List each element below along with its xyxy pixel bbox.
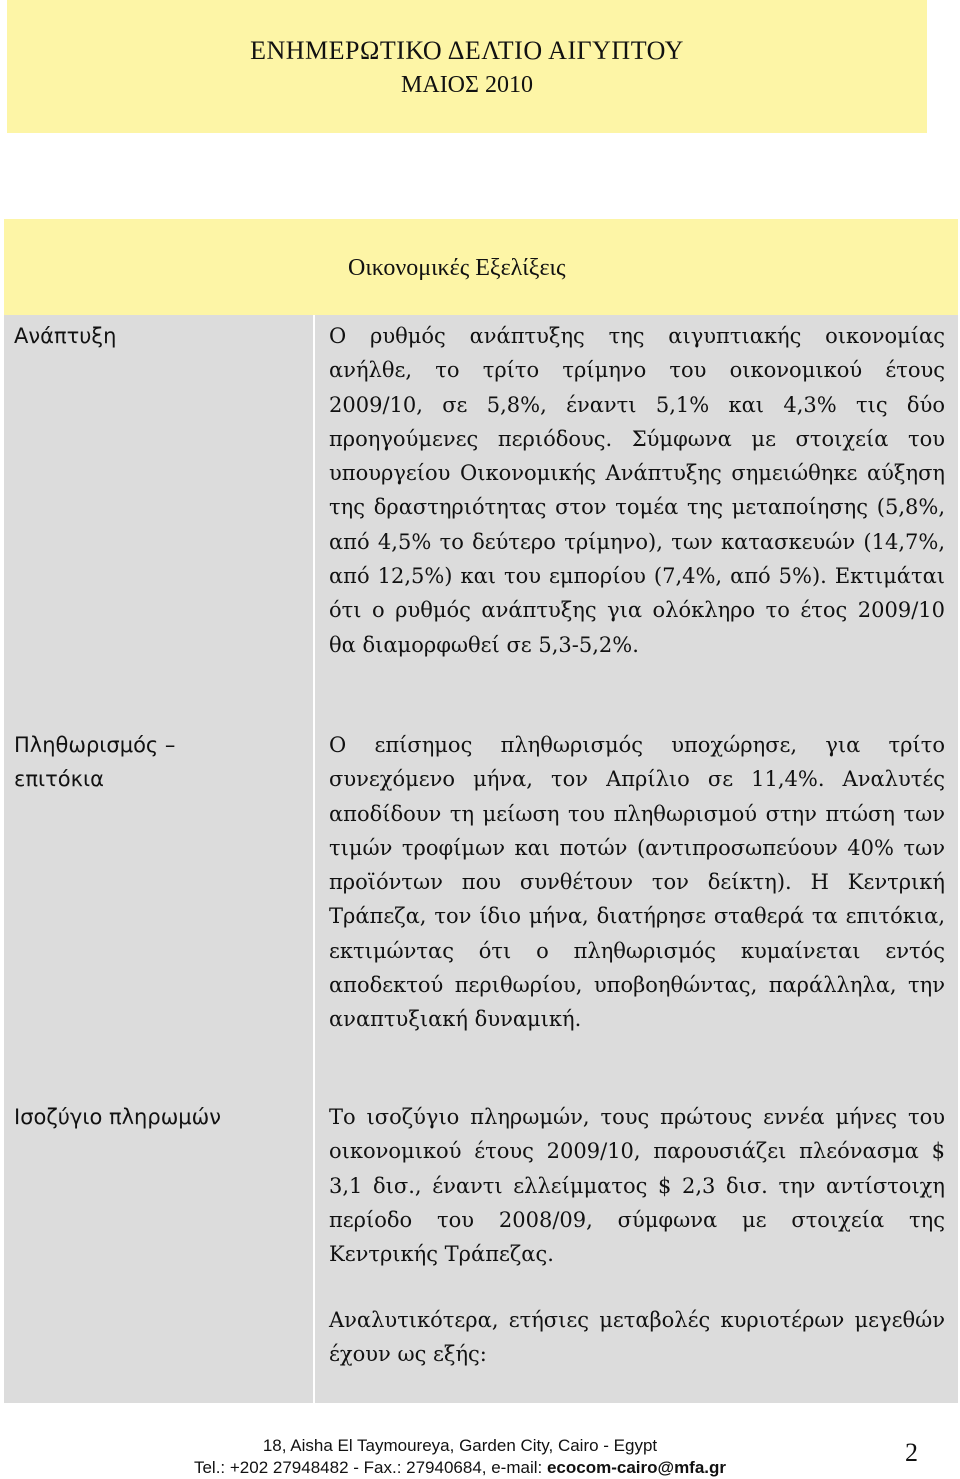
- page-number: 2: [905, 1438, 918, 1467]
- section-title: Οικονομικές Εξελίξεις: [348, 255, 566, 281]
- paragraph-growth: Ο ρυθμός ανάπτυξης της αιγυπτιακής οικονομίας ανήλθε, το τρίτο τρίμηνο του οικονομικού έτους 2009/10, σε 5,8%, έναντι 5,1% και 4,3% τις δύο προηγούμενες περιόδους. Σύμφωνα με στοιχεία του υπουργείου Οικονομικής Ανάπτυξης σημειώθηκε αύξηση της δραστηριότητας στον τομέα της μεταποίησης (5,8%, από 4,5% το δεύτερο τρίμηνο), των κατασκευών (14,7%, από 12,5%) και του εμπορίου (7,4%, από 5%). Εκτιμάται ότι ο ρυθμός ανάπτυξης για ολόκληρο το έτος 2009/10 θα διαμορφωθεί σε 5,3-5,2%.: [329, 324, 945, 657]
- footer-address: 18, Aisha El Taymoureya, Garden City, Cairo - Egypt: [262, 1436, 658, 1455]
- text-column: [315, 315, 958, 1403]
- header-title: ΕΝΗΜΕΡΩΤΙΚΟ ΔΕΛΤΙΟ ΑΙΓΥΠΤΟΥ: [250, 36, 684, 65]
- document-header: [7, 0, 927, 133]
- label-column: [4, 315, 313, 1403]
- footer-contact: [0, 1458, 920, 1478]
- label-inflation-line1: Πληθωρισμός –: [14, 733, 176, 757]
- page-footer: [0, 1430, 960, 1479]
- label-inflation-line2: επιτόκια: [14, 767, 104, 791]
- label-balance-of-payments: Ισοζύγιο πληρωμών: [14, 1105, 221, 1129]
- footer-contact-text: Tel.: +202 27948482 - Fax.: 27940684, e-mail:: [193, 1458, 547, 1477]
- header-date: ΜΑΙΟΣ 2010: [401, 72, 533, 98]
- footer-email[interactable]: ecocom-cairo@mfa.gr: [546, 1458, 727, 1477]
- paragraph-closing: Αναλυτικότερα, ετήσιες μεταβολές κυριοτέρων μεγεθών έχουν ως εξής:: [329, 1308, 945, 1367]
- paragraph-inflation: Ο επίσημος πληθωρισμός υποχώρησε, για τρίτο συνεχόμενο μήνα, τον Απρίλιο σε 11,4%. Αναλυτές αποδίδουν τη μείωση του πληθωρισμού στην πτώση των τιμών τροφίμων και ποτών (αντιπροσωπεύουν 40% των προϊόντων που συνθέτουν τον δείκτη). Η Κεντρική Τράπεζα, τον ίδιο μήνα, διατήρησε σταθερά τα επιτόκια, εκτιμώντας ότι ο πληθωρισμός κυμαίνεται εντός αποδεκτού περιθωρίου, υποβοηθώντας, παράλληλα, την αναπτυξιακή δυναμική.: [329, 733, 945, 1032]
- paragraph-balance-of-payments: Το ισοζύγιο πληρωμών, τους πρώτους εννέα μήνες του οικονομικού έτους 2009/10, παρουσιάζει πλεόνασμα $ 3,1 δισ., έναντι ελλείμματος $ 2,3 δισ. την αντίστοιχη περίοδο του 2008/09, σύμφωνα με στοιχεία της Κεντρικής Τράπεζας.: [329, 1105, 945, 1267]
- label-growth: Ανάπτυξη: [14, 324, 117, 348]
- section-header: [4, 219, 958, 315]
